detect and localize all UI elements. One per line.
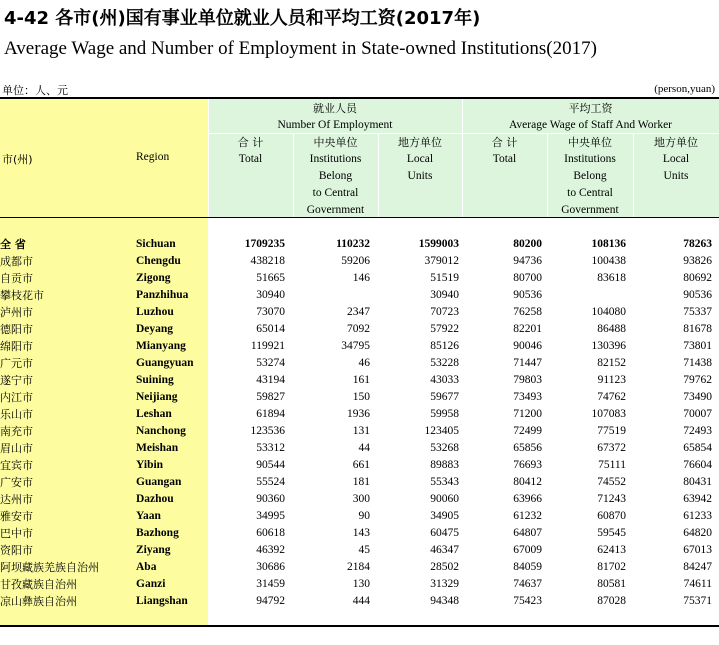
- cell-e-total: 53312: [256, 442, 285, 454]
- cell-w-central: 80581: [597, 578, 626, 590]
- cell-e-central: 46: [358, 357, 370, 369]
- cell-e-local: 57922: [430, 323, 459, 335]
- cell-city: 全 省: [0, 238, 26, 251]
- cell-e-total: 60618: [256, 527, 285, 539]
- cell-w-total: 80412: [513, 476, 542, 488]
- cell-w-local: 74611: [683, 578, 712, 590]
- cell-w-central: 67372: [597, 442, 626, 454]
- table-row: [0, 270, 712, 287]
- cell-e-total: 123536: [250, 425, 285, 437]
- cell-e-central: 150: [352, 391, 370, 403]
- cell-w-central: 81702: [597, 561, 626, 573]
- cell-e-local: 31329: [430, 578, 459, 590]
- cell-w-total: 63966: [513, 493, 542, 505]
- cell-city: 攀枝花市: [0, 289, 44, 302]
- cell-e-total: 438218: [250, 255, 285, 267]
- cell-region: Panzhihua: [136, 289, 189, 301]
- cell-w-local: 61233: [683, 510, 712, 522]
- cell-e-local: 53228: [430, 357, 459, 369]
- cell-region: Liangshan: [136, 595, 188, 607]
- cell-region: Neijiang: [136, 391, 178, 403]
- cell-region: Chengdu: [136, 255, 181, 267]
- cell-e-local: 34905: [430, 510, 459, 522]
- cell-w-total: 64807: [513, 527, 542, 539]
- table-row: [0, 287, 712, 304]
- column-header-wage-local: 地方单位 Local Units: [654, 136, 698, 182]
- cell-e-total: 46392: [256, 544, 285, 556]
- cell-city: 自贡市: [0, 272, 33, 285]
- cell-w-central: 86488: [597, 323, 626, 335]
- cell-city: 眉山市: [0, 442, 33, 455]
- cell-city: 泸州市: [0, 306, 33, 319]
- table-row-total: [0, 236, 712, 253]
- cell-e-local: 51519: [430, 272, 459, 284]
- cell-city: 凉山彝族自治州: [0, 595, 77, 608]
- cell-w-total: 72499: [513, 425, 542, 437]
- cell-w-total: 80200: [513, 238, 542, 250]
- table-row: [0, 423, 712, 440]
- unit-label-chinese: 单位：人、元: [2, 84, 68, 97]
- cell-e-total: 90360: [256, 493, 285, 505]
- cell-w-total: 84059: [513, 561, 542, 573]
- cell-e-central: 7092: [347, 323, 370, 335]
- table-row: [0, 491, 712, 508]
- cell-region: Meishan: [136, 442, 179, 454]
- cell-e-local: 30940: [430, 289, 459, 301]
- cell-city: 广元市: [0, 357, 33, 370]
- cell-region: Leshan: [136, 408, 172, 420]
- cell-e-total: 30940: [256, 289, 285, 301]
- cell-e-local: 59958: [430, 408, 459, 420]
- cell-e-central: 661: [352, 459, 370, 471]
- table-row: [0, 304, 712, 321]
- cell-e-central: 45: [358, 544, 370, 556]
- cell-e-central: 143: [352, 527, 370, 539]
- cell-w-central: 60870: [597, 510, 626, 522]
- table-row: [0, 559, 712, 576]
- cell-w-local: 80692: [683, 272, 712, 284]
- cell-w-total: 74637: [513, 578, 542, 590]
- cell-city: 雅安市: [0, 510, 33, 523]
- cell-w-total: 71447: [513, 357, 542, 369]
- cell-e-central: 1936: [347, 408, 370, 420]
- cell-e-local: 53268: [430, 442, 459, 454]
- cell-region: Ziyang: [136, 544, 171, 556]
- cell-city: 绵阳市: [0, 340, 33, 353]
- cell-e-central: 131: [352, 425, 370, 437]
- cell-e-total: 34995: [256, 510, 285, 522]
- cell-w-total: 90046: [513, 340, 542, 352]
- cell-w-total: 79803: [513, 374, 542, 386]
- table-row: [0, 593, 712, 610]
- column-header-wage-total: 合 计 Total: [491, 136, 518, 165]
- cell-region: Yibin: [136, 459, 164, 471]
- cell-city: 资阳市: [0, 544, 33, 557]
- table-row: [0, 457, 712, 474]
- cell-w-local: 73801: [683, 340, 712, 352]
- column-header-wage-central: 中央单位 Institutions Belong to Central Government: [561, 136, 619, 216]
- table-row: [0, 440, 712, 457]
- cell-w-total: 80700: [513, 272, 542, 284]
- cell-w-central: 74552: [597, 476, 626, 488]
- column-header-employment-local: 地方单位 Local Units: [398, 136, 442, 182]
- cell-w-local: 90536: [683, 289, 712, 301]
- cell-w-total: 65856: [513, 442, 542, 454]
- table-row: [0, 474, 712, 491]
- table-row: [0, 372, 712, 389]
- cell-e-local: 59677: [430, 391, 459, 403]
- cell-e-total: 1709235: [244, 238, 285, 250]
- cell-e-total: 94792: [256, 595, 285, 607]
- cell-w-total: 73493: [513, 391, 542, 403]
- cell-region: Sichuan: [136, 238, 176, 250]
- group-header-wage: 平均工资 Average Wage of Staff And Worker: [508, 102, 673, 131]
- cell-e-total: 55524: [256, 476, 285, 488]
- cell-w-central: 75111: [598, 459, 626, 471]
- cell-w-central: 77519: [597, 425, 626, 437]
- cell-city: 遂宁市: [0, 374, 33, 387]
- cell-e-total: 73070: [256, 306, 285, 318]
- cell-e-local: 46347: [430, 544, 459, 556]
- cell-w-local: 93826: [683, 255, 712, 267]
- cell-w-local: 63942: [683, 493, 712, 505]
- cell-e-total: 53274: [256, 357, 285, 369]
- cell-e-local: 94348: [430, 595, 459, 607]
- cell-city: 广安市: [0, 476, 33, 489]
- cell-w-total: 76693: [513, 459, 542, 471]
- table-row: [0, 525, 712, 542]
- cell-city: 宜宾市: [0, 459, 33, 472]
- cell-e-central: 444: [352, 595, 370, 607]
- cell-e-central: [285, 287, 370, 304]
- cell-e-local: 43033: [430, 374, 459, 386]
- cell-w-local: 75371: [683, 595, 712, 607]
- cell-e-total: 90544: [256, 459, 285, 471]
- cell-e-central: 130: [352, 578, 370, 590]
- column-header-city: 市(州): [2, 153, 33, 166]
- cell-e-local: 379012: [424, 255, 459, 267]
- cell-e-local: 89883: [430, 459, 459, 471]
- table-row: [0, 355, 712, 372]
- column-header-region: Region: [136, 151, 170, 163]
- cell-e-total: 43194: [256, 374, 285, 386]
- cell-e-central: 34795: [341, 340, 370, 352]
- cell-city: 成都市: [0, 255, 33, 268]
- cell-region: Yaan: [136, 510, 161, 522]
- cell-e-central: 146: [352, 272, 370, 284]
- table-row: [0, 338, 712, 355]
- cell-e-local: 90060: [430, 493, 459, 505]
- cell-region: Nanchong: [136, 425, 186, 437]
- cell-city: 南充市: [0, 425, 33, 438]
- cell-w-local: 79762: [683, 374, 712, 386]
- cell-w-central: 82152: [597, 357, 626, 369]
- cell-region: Guangan: [136, 476, 182, 488]
- cell-region: Luzhou: [136, 306, 174, 318]
- cell-w-local: 81678: [683, 323, 712, 335]
- cell-w-central: 87028: [597, 595, 626, 607]
- cell-w-local: 71438: [683, 357, 712, 369]
- cell-w-local: 76604: [683, 459, 712, 471]
- cell-w-local: 70007: [683, 408, 712, 420]
- cell-w-central: 83618: [597, 272, 626, 284]
- cell-w-total: 82201: [513, 323, 542, 335]
- cell-w-local: 72493: [683, 425, 712, 437]
- cell-e-central: 90: [358, 510, 370, 522]
- cell-region: Dazhou: [136, 493, 174, 505]
- table-row: [0, 389, 712, 406]
- cell-w-central: 71243: [597, 493, 626, 505]
- cell-w-total: 67009: [513, 544, 542, 556]
- cell-w-total: 71200: [513, 408, 542, 420]
- cell-city: 内江市: [0, 391, 33, 404]
- cell-w-central: 107083: [591, 408, 626, 420]
- cell-e-total: 51665: [256, 272, 285, 284]
- cell-e-central: 110232: [336, 238, 370, 250]
- cell-w-central: [542, 287, 626, 304]
- cell-e-central: 300: [352, 493, 370, 505]
- cell-e-central: 2347: [347, 306, 370, 318]
- cell-w-total: 75423: [513, 595, 542, 607]
- table-row: [0, 508, 712, 525]
- cell-region: Guangyuan: [136, 357, 194, 369]
- cell-city: 甘孜藏族自治州: [0, 578, 77, 591]
- cell-e-central: 44: [358, 442, 370, 454]
- cell-w-local: 64820: [683, 527, 712, 539]
- cell-w-local: 78263: [683, 238, 712, 250]
- data-table: [0, 236, 712, 610]
- cell-region: Deyang: [136, 323, 174, 335]
- cell-e-total: 59827: [256, 391, 285, 403]
- cell-e-central: 59206: [341, 255, 370, 267]
- cell-city: 达州市: [0, 493, 33, 506]
- cell-w-local: 73490: [683, 391, 712, 403]
- column-header-employment-central: 中央单位 Institutions Belong to Central Government: [306, 136, 365, 216]
- cell-w-local: 80431: [683, 476, 712, 488]
- cell-w-local: 65854: [683, 442, 712, 454]
- table-row: [0, 253, 712, 270]
- page-title-english: Average Wage and Number of Employment in State-owned Institutions(2017): [4, 38, 597, 59]
- cell-w-central: 100438: [591, 255, 626, 267]
- cell-e-total: 31459: [256, 578, 285, 590]
- cell-e-local: 55343: [430, 476, 459, 488]
- cell-city: 巴中市: [0, 527, 33, 540]
- cell-region: Mianyang: [136, 340, 186, 352]
- cell-w-central: 74762: [597, 391, 626, 403]
- cell-e-local: 85126: [430, 340, 459, 352]
- cell-e-local: 1599003: [418, 238, 459, 250]
- table-row: [0, 542, 712, 559]
- cell-w-total: 90536: [513, 289, 542, 301]
- cell-w-central: 62413: [597, 544, 626, 556]
- group-header-employment: 就业人员 Number Of Employment: [277, 102, 393, 131]
- table-row: [0, 576, 712, 593]
- cell-w-central: 130396: [591, 340, 626, 352]
- unit-label-english: (person,yuan): [654, 83, 715, 95]
- cell-region: Suining: [136, 374, 174, 386]
- cell-w-local: 84247: [683, 561, 712, 573]
- cell-w-central: 91123: [597, 374, 626, 386]
- cell-e-local: 28502: [430, 561, 459, 573]
- cell-w-total: 61232: [513, 510, 542, 522]
- cell-w-local: 75337: [683, 306, 712, 318]
- cell-city: 乐山市: [0, 408, 33, 421]
- cell-e-total: 61894: [256, 408, 285, 420]
- cell-e-total: 119921: [250, 340, 285, 352]
- table-row: [0, 406, 712, 423]
- cell-e-total: 30686: [256, 561, 285, 573]
- page-title-chinese: 4-42 各市(州)国有事业单位就业人员和平均工资(2017年): [4, 8, 481, 29]
- column-header-employment-total: 合 计 Total: [237, 136, 264, 165]
- cell-w-total: 76258: [513, 306, 542, 318]
- cell-e-local: 123405: [424, 425, 459, 437]
- cell-w-total: 94736: [513, 255, 542, 267]
- cell-region: Zigong: [136, 272, 171, 284]
- cell-e-local: 70723: [430, 306, 459, 318]
- cell-city: 德阳市: [0, 323, 33, 336]
- cell-e-total: 65014: [256, 323, 285, 335]
- cell-city: 阿坝藏族羌族自治州: [0, 561, 99, 574]
- cell-e-local: 60475: [430, 527, 459, 539]
- cell-w-central: 108136: [591, 238, 626, 250]
- bottom-rule: [0, 625, 719, 627]
- table-row: [0, 321, 712, 338]
- cell-e-central: 181: [352, 476, 370, 488]
- cell-e-central: 2184: [347, 561, 370, 573]
- cell-region: Aba: [136, 561, 157, 573]
- cell-region: Bazhong: [136, 527, 179, 539]
- cell-w-central: 59545: [597, 527, 626, 539]
- cell-w-central: 104080: [591, 306, 626, 318]
- cell-region: Ganzi: [136, 578, 166, 590]
- cell-e-central: 161: [352, 374, 370, 386]
- cell-w-local: 67013: [683, 544, 712, 556]
